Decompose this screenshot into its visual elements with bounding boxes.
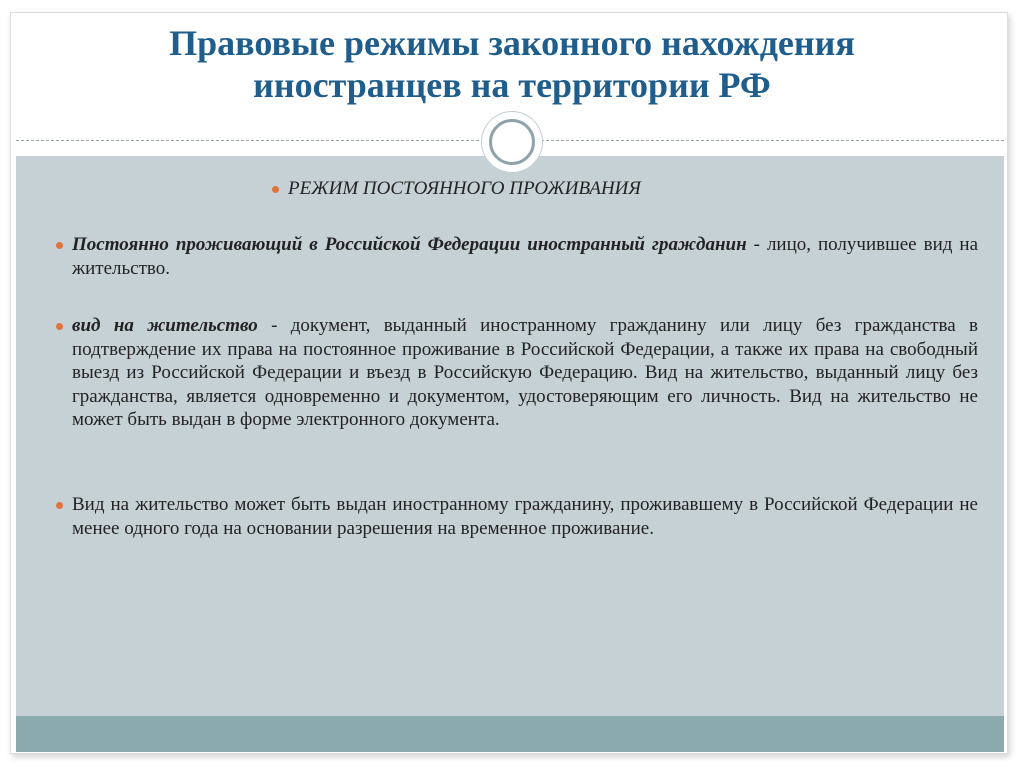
bullet-icon [56, 502, 63, 509]
bullet-icon [56, 242, 63, 249]
section-heading: РЕЖИМ ПОСТОЯННОГО ПРОЖИВАНИЯ [288, 178, 641, 199]
paragraph-resident [72, 233, 978, 280]
definition-residence-permit: - документ, выданный иностранному гражданину или лицу без гражданства в подтверждение их права на постоянное проживание в Российской Федерации, а также их права на свободный выезд из Российской Федерации и въезд в Российскую Федерацию. Вид на жительство, выданный лицу без гражданства, является одновременно и документом, удостоверяющим его личность. Вид на жительство не может быть выдан в форме электронного документа. [72, 315, 978, 430]
title-line-2: иностранцев на территории РФ [253, 65, 771, 105]
footer-bar [16, 716, 1004, 752]
title-line-1: Правовые режимы законного нахождения [169, 23, 855, 63]
slide-title [0, 22, 1024, 106]
paragraph-residence-permit [72, 314, 978, 432]
issuance-text: Вид на жительство может быть выдан иностранному гражданину, проживавшему в Российской Федерации не менее одного года на основании разрешения на временное проживание. [72, 494, 978, 539]
circle-ornament-icon [482, 112, 542, 172]
definition-resident: - лицо, получившее вид на жительство. [72, 234, 978, 279]
term-resident: Постоянно проживающий в Российской Федерации иностранный гражданин [72, 234, 747, 255]
paragraph-issuance [72, 493, 978, 540]
bullet-icon [56, 323, 63, 330]
bullet-icon [272, 186, 279, 193]
term-residence-permit: вид на жительство [72, 315, 258, 336]
